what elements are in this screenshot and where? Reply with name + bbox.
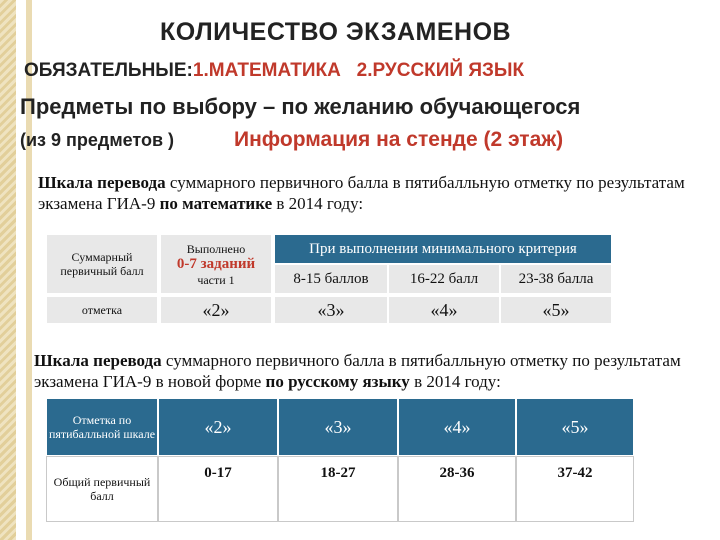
math-para-bold-2: по математике <box>159 194 273 213</box>
math-row-label-grade: отметка <box>46 296 158 324</box>
russian-row-label-grade: Отметка по пятибалльной шкале <box>46 398 158 456</box>
russian-para-text-1: суммарного первичного балла в пятибалльную отметку по результатам экзамена ГИА-9 в новой форме <box>34 351 681 391</box>
math-scale-paragraph <box>38 172 718 214</box>
math-grade-cell: «2» <box>160 296 272 324</box>
math-done-value: 0-7 заданий <box>176 255 256 272</box>
mandatory-items: 1.МАТЕМАТИКА 2.РУССКИЙ ЯЗЫК <box>192 60 525 81</box>
math-range-cell: 23-38 балла <box>500 264 612 294</box>
russian-para-text-2: в 2014 году: <box>409 372 501 391</box>
russian-grade-cell: «3» <box>278 398 398 456</box>
russian-grade-cell: «2» <box>158 398 278 456</box>
math-range-cell: 8-15 баллов <box>274 264 388 294</box>
decorative-left-strip <box>0 0 16 540</box>
mandatory-prefix: ОБЯЗАТЕЛЬНЫЕ: <box>24 60 193 81</box>
russian-range-cell: 37-42 <box>516 456 634 522</box>
mandatory-subjects <box>24 60 524 82</box>
math-para-text-1: суммарного первичного балла в пятибалльную отметку по результатам экзамена ГИА-9 <box>38 173 685 213</box>
russian-range-cell: 18-27 <box>278 456 398 522</box>
russian-para-bold-1: Шкала перевода <box>34 351 162 370</box>
math-para-bold-1: Шкала перевода <box>38 173 166 192</box>
math-grade-cell: «5» <box>500 296 612 324</box>
russian-grade-cell: «5» <box>516 398 634 456</box>
russian-row-label-score: Общий первичный балл <box>46 456 158 522</box>
math-row-label-score: Суммарный первичный балл <box>46 234 158 294</box>
math-done-cell <box>160 234 272 294</box>
math-grade-cell: «3» <box>274 296 388 324</box>
math-para-text-2: в 2014 году: <box>272 194 364 213</box>
info-stand-note: Информация на стенде (2 этаж) <box>234 128 564 151</box>
russian-grade-cell: «4» <box>398 398 516 456</box>
math-grade-cell: «4» <box>388 296 500 324</box>
elective-subjects-line: Предметы по выбору – по желанию обучающегося <box>20 94 581 119</box>
math-done-part: части 1 <box>197 272 235 287</box>
subject-count-note: (из 9 предметов ) <box>20 130 175 150</box>
math-min-criterion-header: При выполнении минимального критерия <box>274 234 612 264</box>
slide-title: КОЛИЧЕСТВО ЭКЗАМЕНОВ <box>160 18 512 46</box>
math-range-cell: 16-22 балл <box>388 264 500 294</box>
russian-para-bold-2: по русскому языку <box>265 372 410 391</box>
math-done-label: Выполнено <box>186 241 246 256</box>
russian-range-cell: 28-36 <box>398 456 516 522</box>
russian-scale-paragraph <box>34 350 718 392</box>
russian-range-cell: 0-17 <box>158 456 278 522</box>
